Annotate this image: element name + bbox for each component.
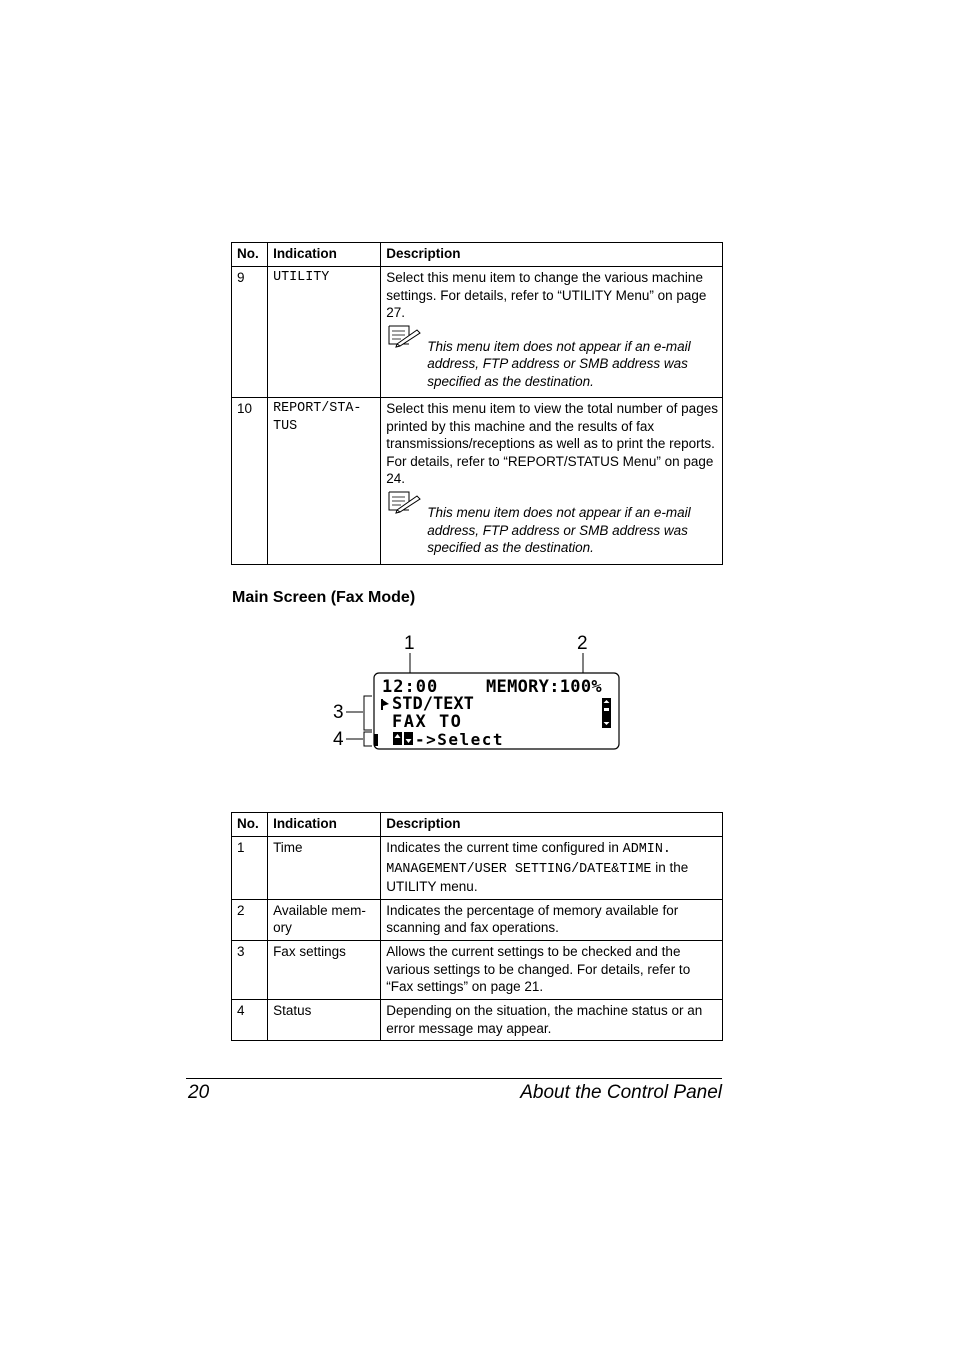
note <box>386 338 718 391</box>
bracket-fax-settings <box>364 696 372 730</box>
table-row <box>232 999 723 1040</box>
table-row <box>232 837 723 900</box>
lcd-line-fax-to: FAX TO <box>392 712 463 732</box>
header-no: No. <box>232 243 268 267</box>
footer-title: About the Control Panel <box>520 1082 722 1103</box>
row-indication: Time <box>268 837 381 900</box>
row-indication: Available mem- ory <box>268 899 381 940</box>
lcd-line-std-text: STD/TEXT <box>392 694 474 714</box>
row-number: 4 <box>232 999 268 1040</box>
note-pencil-icon <box>387 324 421 348</box>
header-indication: Indication <box>268 243 381 267</box>
table-row <box>232 267 723 398</box>
description-text: Indicates the current time configured in <box>386 840 623 855</box>
callout-4: 4 <box>333 729 344 750</box>
main-screen-table <box>231 812 723 1041</box>
table-row <box>232 899 723 940</box>
note-text: This menu item does not appear if an e-mail address, FTP address or SMB address was specified as the destination. <box>427 338 691 389</box>
menu-path: ADMIN. MANAGEMENT/USER SETTING/DATE&TIME <box>386 842 671 877</box>
table-row <box>232 398 723 565</box>
row-indication: UTILITY <box>268 267 381 398</box>
row-description: Indicates the percentage of memory available for scanning and fax operations. <box>381 899 723 940</box>
utility-report-menu-table <box>231 242 723 565</box>
row-indication: REPORT/STA- TUS <box>268 398 381 565</box>
table-header-row <box>232 243 723 267</box>
row-indication: Fax settings <box>268 940 381 999</box>
section-heading: Main Screen (Fax Mode) <box>232 589 416 606</box>
lcd-status-marker <box>374 734 378 746</box>
row-description <box>381 837 723 900</box>
row-number: 2 <box>232 899 268 940</box>
header-description: Description <box>381 243 723 267</box>
note-text: This menu item does not appear if an e-mail address, FTP address or SMB address was specified as the destination. <box>427 504 691 556</box>
header-description: Description <box>381 813 723 837</box>
header-indication: Indication <box>268 813 381 837</box>
row-number: 3 <box>232 940 268 999</box>
table-header-row <box>232 813 723 837</box>
callout-1: 1 <box>404 633 415 654</box>
header-no: No. <box>232 813 268 837</box>
callout-3: 3 <box>333 702 344 723</box>
note <box>386 504 718 557</box>
note-pencil-icon <box>387 490 421 514</box>
lcd-memory: MEMORY:100% <box>486 677 602 697</box>
lcd-time: 12:00 <box>382 677 439 697</box>
row-description: Depending on the situation, the machine status or an error message may appear. <box>381 999 723 1040</box>
description-text: in the UTILITY menu. <box>386 859 689 895</box>
row-indication: Status <box>268 999 381 1040</box>
lcd-select-label: ->Select <box>415 730 505 749</box>
table-row <box>232 940 723 999</box>
row-number: 10 <box>232 398 268 565</box>
lcd-diagram <box>328 628 628 758</box>
bracket-status <box>364 732 372 746</box>
row-description: Allows the current settings to be checked and the various settings to be changed. For details, refer to “Fax settings” on page 21. <box>381 940 723 999</box>
description-text: Select this menu item to view the total number of pages printed by this machine and the results of fax transmissions/receptions as well as to print the reports. For details, refer to “REPORT/STATUS Menu” on page 24. <box>386 401 718 487</box>
footer-rule <box>186 1078 722 1079</box>
lcd-scrollbar-icon <box>602 698 611 728</box>
row-description <box>381 267 723 398</box>
callout-2: 2 <box>577 633 588 654</box>
description-text: Select this menu item to change the various machine settings. For details, refer to “UTILITY Menu” on page 27. <box>386 270 707 321</box>
page-number: 20 <box>188 1082 210 1103</box>
row-number: 9 <box>232 267 268 398</box>
lcd-diagram-svg <box>328 628 628 758</box>
row-number: 1 <box>232 837 268 900</box>
row-description <box>381 398 723 565</box>
